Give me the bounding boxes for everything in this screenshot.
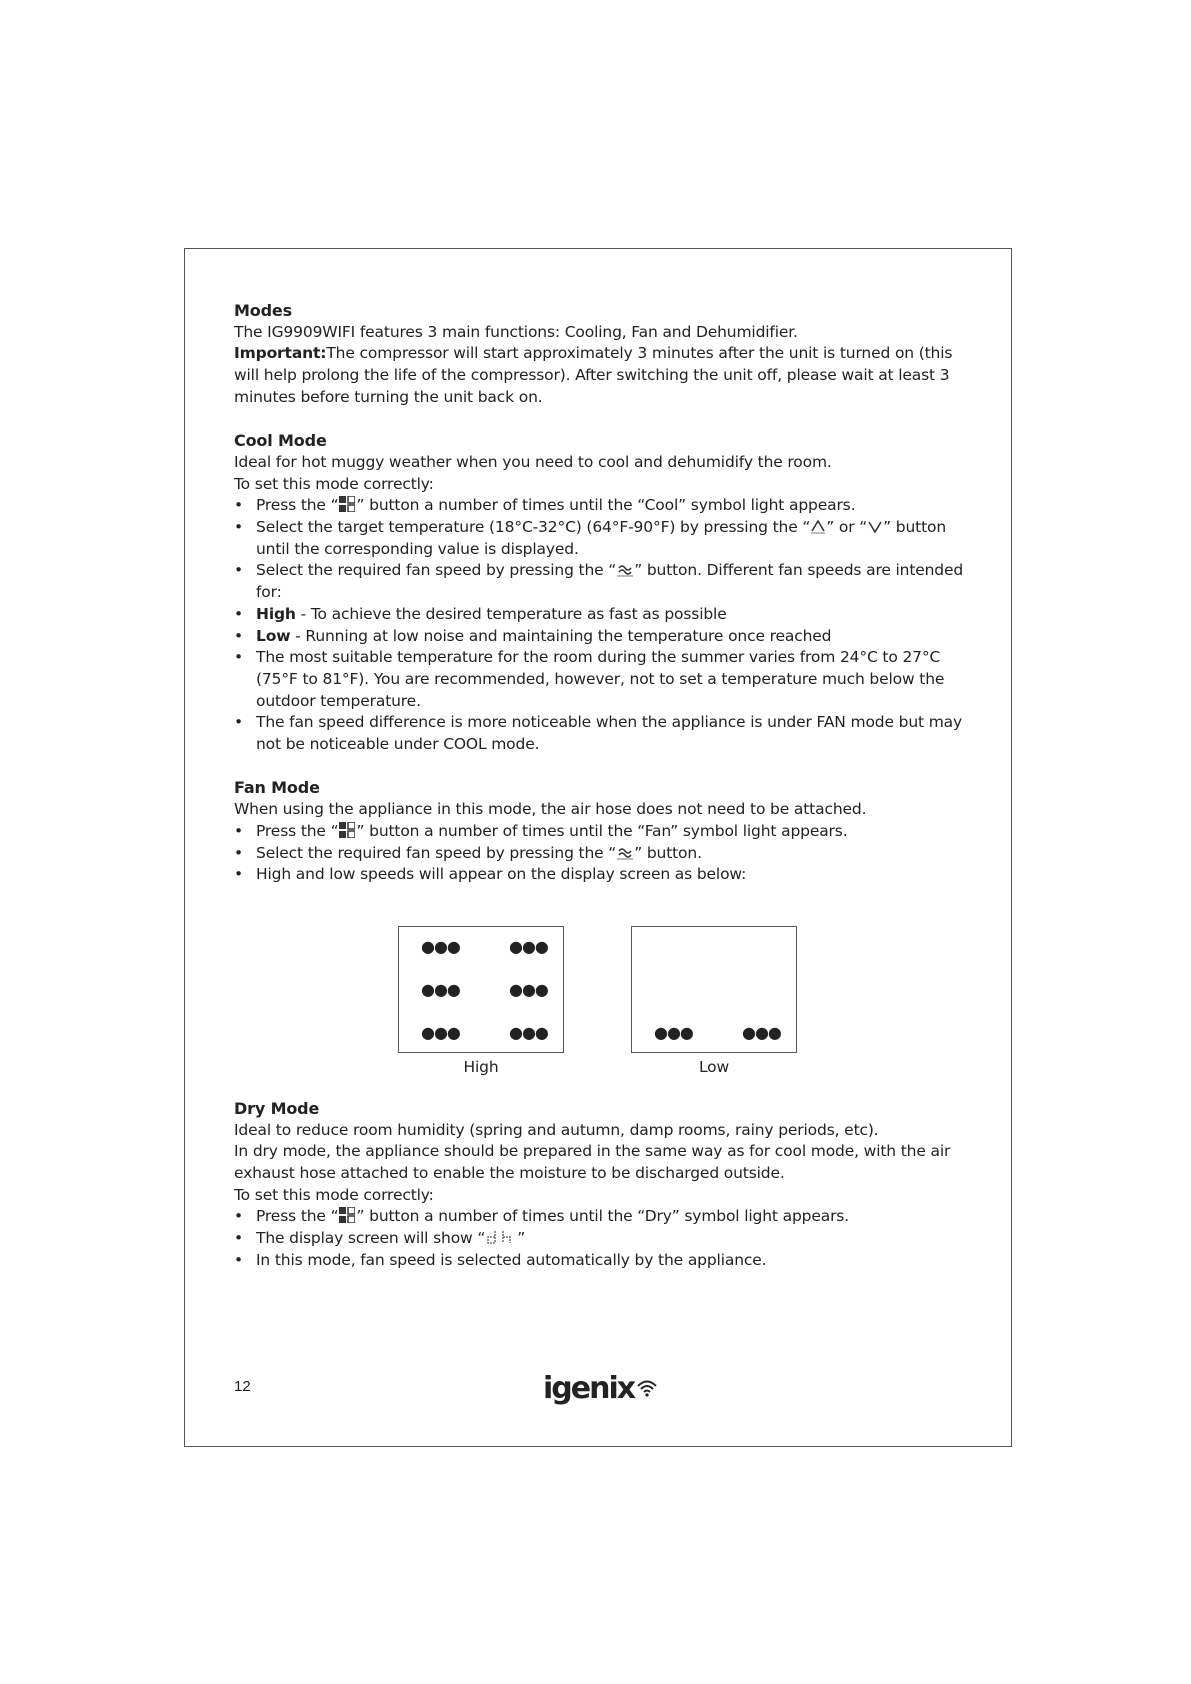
fan-mode-list: [234, 821, 974, 886]
indicator-dots: ●●●: [509, 936, 548, 956]
brand-logo: [543, 1370, 658, 1406]
mode-button-icon: [339, 822, 355, 838]
list-item: • The display screen will show “ ”: [234, 1228, 974, 1250]
up-arrow-icon: [811, 519, 825, 534]
list-item: • Press the “ ” button a number of times until the “Dry” symbol light appears.: [234, 1206, 974, 1228]
indicator-dots: ●●●: [421, 1022, 460, 1042]
list-item: • Select the required fan speed by pressing the “ ” button. Different fan speeds are intended for:: [234, 560, 974, 603]
fan-mode-line1: When using the appliance in this mode, the air hose does not need to be attached.: [234, 800, 867, 819]
indicator-dots: ●●●: [421, 979, 460, 999]
important-label: Important:: [234, 344, 327, 363]
dry-mode-line1: Ideal to reduce room humidity (spring and autumn, damp rooms, rainy periods, etc).: [234, 1120, 879, 1139]
list-item: • Select the required fan speed by pressing the “ ” button.: [234, 843, 974, 865]
indicator-dots: ●●●: [654, 1022, 693, 1042]
dry-mode-heading: Dry Mode: [234, 1098, 320, 1118]
dry-mode-list: [234, 1206, 974, 1271]
fan-speed-icon: [617, 845, 633, 860]
indicator-dots: ●●●: [509, 979, 548, 999]
fan-mode-heading: Fan Mode: [234, 778, 320, 798]
low-speed-display: [631, 926, 797, 1053]
mode-button-icon: [339, 496, 355, 512]
important-note: [234, 343, 974, 408]
cool-mode-list: [234, 495, 974, 755]
down-arrow-icon: [868, 519, 882, 534]
list-item: • Press the “ ” button a number of times until the “Cool” symbol light appears.: [234, 495, 974, 517]
cool-mode-heading: Cool Mode: [234, 431, 327, 451]
modes-intro: The IG9909WIFI features 3 main functions: Cooling, Fan and Dehumidifier.: [234, 322, 798, 341]
cool-mode-line1: Ideal for hot muggy weather when you need to cool and dehumidify the room.: [234, 452, 832, 471]
list-item: • Press the “ ” button a number of times until the “Fan” symbol light appears.: [234, 821, 974, 843]
low-display-label: Low: [698, 1057, 730, 1076]
dry-mode-line3: To set this mode correctly:: [234, 1185, 434, 1204]
high-speed-label: High: [256, 604, 296, 623]
list-item: • The most suitable temperature for the room during the summer varies from 24°C to 27°C (75°F to 81°F). You are recommended, however, not to set a temperature much below the outdoor temperature.: [234, 647, 974, 712]
list-item: • Low - Running at low noise and maintaining the temperature once reached: [234, 626, 974, 648]
logo-text: igenix: [543, 1370, 635, 1406]
high-speed-display: [398, 926, 564, 1053]
dh-display-icon: [486, 1229, 516, 1245]
page-content: [234, 300, 974, 1272]
mode-button-icon: [339, 1207, 355, 1223]
fan-speed-icon: [617, 562, 633, 577]
list-item: • In this mode, fan speed is selected automatically by the appliance.: [234, 1250, 974, 1272]
high-display-label: High: [463, 1057, 499, 1076]
fan-speed-display-figure: [234, 886, 974, 1098]
indicator-dots: ●●●: [421, 936, 460, 956]
list-item: • Select the target temperature (18°C-32°C) (64°F-90°F) by pressing the “ ” or “ ” button until the corresponding value is displayed.: [234, 517, 974, 560]
indicator-dots: ●●●: [509, 1022, 548, 1042]
low-speed-label: Low: [256, 626, 291, 645]
dry-mode-line2: In dry mode, the appliance should be prepared in the same way as for cool mode, with the air exhaust hose attached to enable the moisture to be discharged outside.: [234, 1142, 951, 1183]
list-item: • High - To achieve the desired temperature as fast as possible: [234, 604, 974, 626]
modes-heading: Modes: [234, 301, 292, 320]
page-number: 12: [234, 1378, 251, 1395]
cool-mode-line2: To set this mode correctly:: [234, 474, 434, 493]
wifi-icon: [636, 1378, 658, 1398]
list-item: • The fan speed difference is more noticeable when the appliance is under FAN mode but may not be noticeable under COOL mode.: [234, 712, 974, 755]
indicator-dots: ●●●: [742, 1022, 781, 1042]
important-text: The compressor will start approximately 3 minutes after the unit is turned on (this will help prolong the life of the compressor). After switching the unit off, please wait at least 3 minutes before turning the unit back on.: [234, 344, 953, 406]
list-item: • High and low speeds will appear on the display screen as below:: [234, 864, 974, 886]
